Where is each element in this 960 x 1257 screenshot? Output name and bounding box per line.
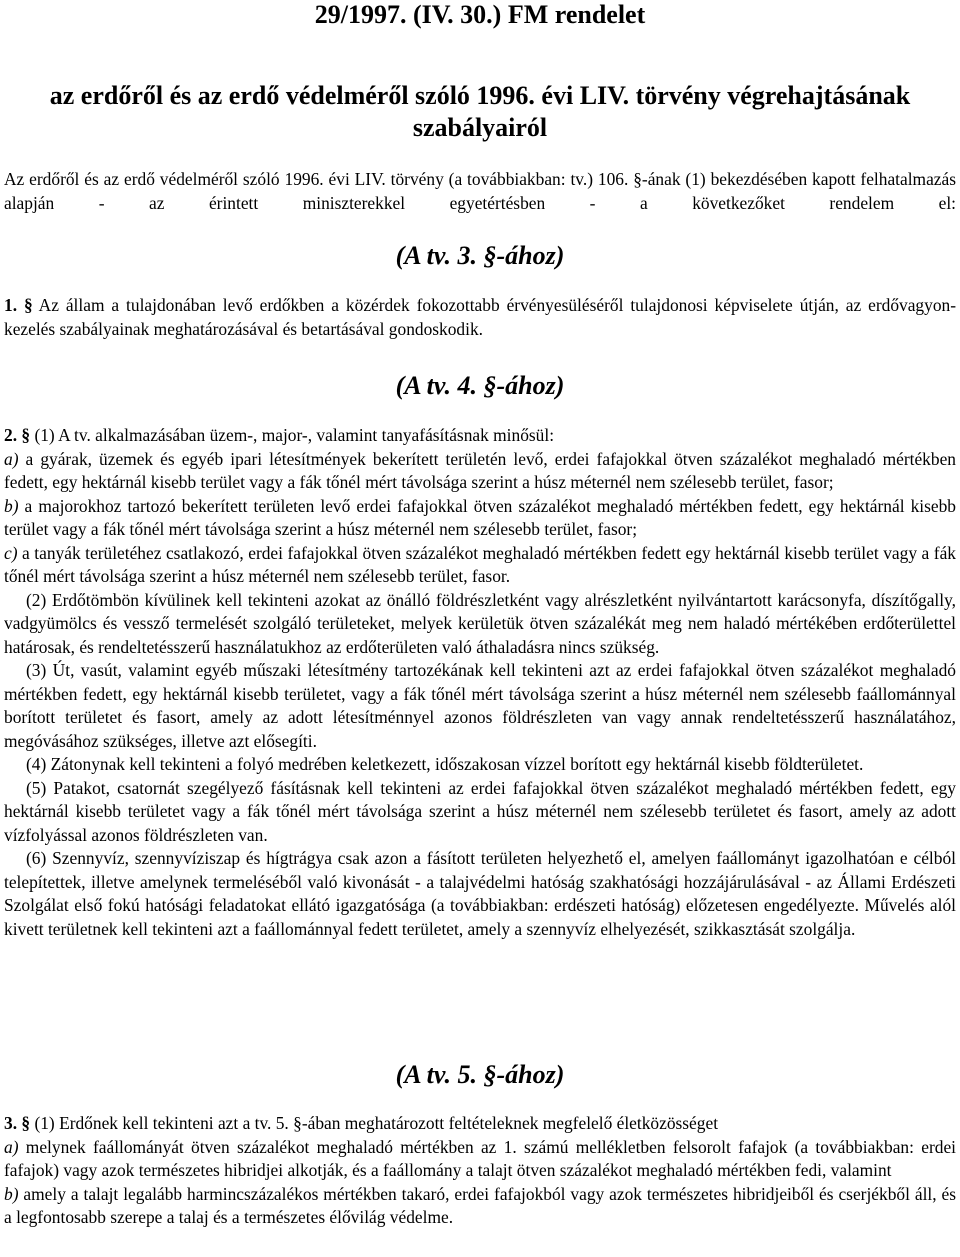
point-a [4,1136,956,1183]
point-c [4,542,956,589]
point-b [4,1183,956,1230]
point-text: a gyárak, üzemek és egyéb ipari létesítmények bekerített területén levő, erdei fafajokkal ötven százalékot meghaladó mértékben fedett, egy hektárnál kisebb terület vagy a fák tőnél mért távolsága szerint a húsz méternél nem szélesebb terület, fasor; [4,448,956,492]
section-heading-4: (A tv. 4. §-ához) [395,371,565,400]
point-label: a) [4,1136,19,1157]
point-text: a tanyák területéhez csatlakozó, erdei fafajokkal ötven százalékot meghaladó mértékben fedett egy hektárnál kisebb terület vagy a fák tőnél mért távolsága szerint a húsz méternél nem szélesebb terület, fasor. [4,542,956,586]
paragraph-number: 3. § [4,1113,31,1133]
point-label: b) [4,1183,19,1204]
paragraph-3 [4,1112,956,1230]
point-text: melynek faállományát ötven százalékot meghaladó mértékben az 1. számú mellékletben felsorolt fafajok (a továbbiakban: erdei fafajok) vagy azok természetes hibridjei alkotják, és a faállomány a talajt ötven százalékot meghaladó mértékben fedi, valamint [4,1136,956,1180]
subsection-5: (5) Patakot, csatornát szegélyező fásításnak kell tekinteni az erdei fafajokkal ötven százalékot meghaladó mértékben fedett, egy hektárnál kisebb területet vagy a fák tőnél mért távolsága szerint a húsz méternél nem szélesebb területet és fasort, amely az adott vízfolyással azonos földrészleten van. [4,777,956,845]
document-subtitle: az erdőről és az erdő védelméről szóló 1996. évi LIV. törvény végrehajtásának szabályairól [49,81,911,142]
point-label: c) [4,542,18,563]
paragraph-text: Az állam a tulajdonában levő erdőkben a közérdek fokozottabb érvényesüléséről tulajdonosi képviselete útján, az erdővagyon-kezelés szabályainak meghatározásával és betartásával gondoskodik. [4,295,957,339]
paragraph-number: 2. § [4,425,31,445]
subsection-4: (4) Zátonynak kell tekinteni a folyó medrében keletkezett, időszakosan vízzel borított egy hektárnál kisebb földterületet. [26,754,864,774]
point-label: b) [4,495,19,516]
paragraph-text: (1) A tv. alkalmazásában üzem-, major-, valamint tanyafásításnak minősül: [30,425,555,445]
subsection-3: (3) Út, vasút, valamint egyéb műszaki létesítmény tartozékának kell tekinteni azt az erdei fafajokkal ötven százalékot meghaladó mértékben fedett, egy hektárnál kisebb területet, vagy a fák tőnél mért távolsága szerint a húsz méternél nem szélesebb faállománnyal borított területet és fasort, amely az adott létesítménnyel azonos földrészleten van vagy annak rendeltetésszerű használatához, megóvásához szükséges, illetve azt elősegíti. [4,660,956,751]
section-heading-3: (A tv. 3. §-ához) [395,241,565,270]
paragraph-text: (1) Erdőnek kell tekinteni azt a tv. 5. §-ában meghatározott feltételeknek megfelelő életközösséget [30,1113,719,1133]
paragraph-2-lead [4,424,956,448]
point-a [4,448,956,495]
subsection-6: (6) Szennyvíz, szennyvíziszap és hígtrágya csak azon a fásított területen helyezhető el, amelyen faállományt igazolhatóan e célból telepítettek, illetve amelynek termeléséből való kivonását - a talajvédelmi hatóság szakhatósági hozzájárulásával - az Állami Erdészeti Szolgálat első fokú hatósági feladatokat ellátó igazgatósága (a továbbiakban: erdészeti hatóság) előzetesen engedélyezte. Művelés alól kivett területnek kell tekinteni azt a faállománnyal fedett területet, amely a szennyvíz elhelyezését, szikkasztását szolgálja. [4,848,956,939]
point-text: a majorokhoz tartozó bekerített területen levő erdei fafajokkal ötven százalékot meghaladó mértékben fedett, egy hektárnál kisebb terület vagy a fák tőnél mért távolsága szerint a húsz méternél nem szélesebb terület, fasor; [4,495,956,539]
paragraph-number: 1. § [4,295,33,315]
point-text: amely a talajt legalább harmincszázalékos mértékben takaró, erdei fafajokból vagy azok természetes hibridjeiből és cserjékből áll, és a legfontosabb szerepe a talaj és a természetes élővilág védelme. [4,1183,956,1227]
point-b [4,495,956,542]
intro-text: Az erdőről és az erdő védelméről szóló 1996. évi LIV. törvény (a továbbiakban: tv.) 106. §-ának (1) bekezdésében kapott felhatalmazás alapján - az érintett miniszterekkel egyetértésben - a következőket rendelem el: [4,169,956,213]
section-heading-5: (A tv. 5. §-ához) [395,1060,565,1089]
point-label: a) [4,448,19,469]
intro-paragraph [4,168,956,215]
paragraph-1 [4,294,956,341]
paragraph-2 [4,424,956,941]
document-title: 29/1997. (IV. 30.) FM rendelet [314,0,646,29]
subsection-2: (2) Erdőtömbön kívülinek kell tekinteni azokat az önálló földrészletként vagy alrészletként nyilvántartott karácsonyfa, díszítőgally, vadgyümölcs és vessző termelését szolgáló területeket, melyek kerületük ötven százalékát meg nem haladó mértékében erdőterülettel határosak, és rendeltetésszerű használatukhoz az erdőterületen való áthaladásra nincs szükség. [4,589,956,657]
paragraph-3-lead [4,1112,956,1136]
